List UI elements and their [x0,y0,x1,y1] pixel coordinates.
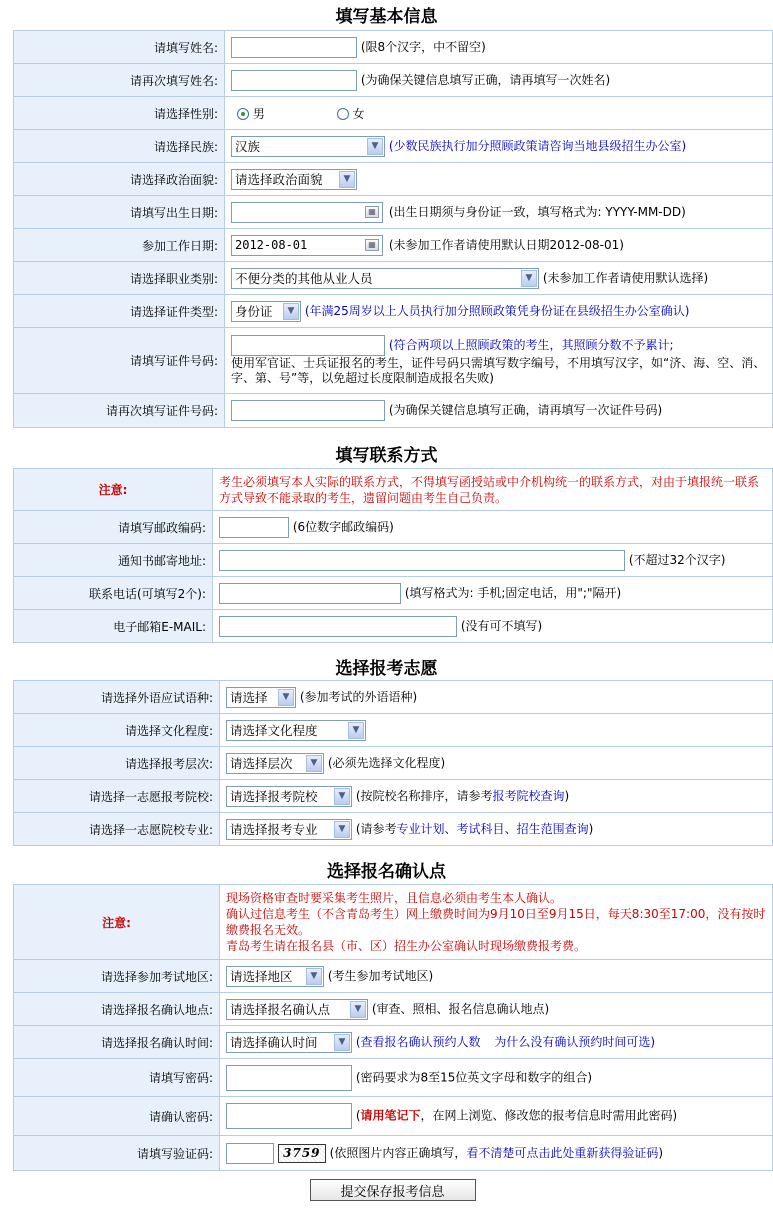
idno-label: 请填写证件号码: [14,328,225,394]
gender-male-label: 男 [252,106,265,121]
chevron-down-icon: ▼ [350,1001,366,1018]
password2-hint-note: 请用笔记下 [360,1108,421,1123]
name-label: 请填写姓名: [14,31,225,64]
gender-label: 请选择性别: [14,97,225,130]
idno-hint-military: 使用军官证、士兵证报名的考生，证件号码只需填写数字编号，不用填写汉字，如“济、海、空、消、字、第、号”等，以免超过长度限制造成报名失败) [231,356,766,385]
confirm-notice-payment: 确认过信息考生（不含青岛考生）网上缴费时间为9月10日至9月15日，每天8:30至17:00，没有按时缴费报名无效。 [226,907,766,937]
password-label: 请填写密码: [14,1059,220,1097]
idtype-label: 请选择证件类型: [14,295,225,328]
level-value: 请选择层次 [230,756,293,771]
idno-hint-policy: (符合两项以上照顾政策的考生，其照顾分数不予累计; [388,338,674,352]
lang-select[interactable] [226,687,296,708]
birth-date-input[interactable] [231,202,383,223]
major-sep-1: 、 [444,821,457,836]
captcha-hint-suffix: ) [658,1145,664,1160]
gender-female-radio[interactable] [337,108,349,120]
ethnic-select[interactable] [231,136,385,157]
calendar-icon[interactable]: ▦ [365,239,379,251]
chevron-down-icon: ▼ [334,788,350,805]
job-hint: (未参加工作者请使用默认选择) [542,270,709,285]
work-date-input[interactable] [231,235,383,256]
captcha-label: 请填写验证码: [14,1136,220,1171]
major-label: 请选择一志愿院校专业: [14,813,220,846]
ethnic-label: 请选择民族: [14,130,225,163]
chevron-down-icon: ▼ [348,722,364,739]
chevron-down-icon: ▼ [339,171,355,188]
work-date-hint: (未参加工作者请使用默认日期2012-08-01) [388,237,624,252]
lang-label: 请选择外语应试语种: [14,681,220,714]
name-input[interactable] [231,37,357,58]
gender-male-radio[interactable] [237,108,249,120]
chevron-down-icon: ▼ [283,303,299,320]
ethnic-hint: (少数民族执行加分照顾政策请咨询当地县级招生办公室) [388,138,687,153]
confirm-notice-label: 注意: [14,885,220,960]
work-date-label: 参加工作日期: [14,229,225,262]
chevron-down-icon: ▼ [306,968,322,985]
section-title-confirm: 选择报名确认点 [327,862,446,882]
school-select[interactable] [226,786,352,807]
choice-table [13,680,773,846]
major-hint-prefix: (请参考 [355,821,397,836]
phone-label: 联系电话(可填写2个): [14,577,213,610]
enroll-range-link[interactable]: 招生范围查询 [516,821,589,836]
edu-value: 请选择文化程度 [230,723,318,738]
confirm-table [13,884,773,1171]
password-hint: (密码要求为8至15位英文字母和数字的组合) [355,1070,593,1084]
place-value: 请选择报名确认点 [230,1002,331,1017]
idno2-hint: (为确保关键信息填写正确，请再填写一次证件号码) [388,403,663,417]
contact-notice-text: 考生必须填写本人实际的联系方式，不得填写函授站或中介机构统一的联系方式，对由于填报统一联系方式导致不能录取的考生，遗留问题由考生自己负责。 [213,469,773,511]
idno-input[interactable] [231,335,385,356]
section-title-basic: 填写基本信息 [335,7,438,27]
email-hint: (没有可不填写) [460,618,543,633]
school-label: 请选择一志愿报考院校: [14,780,220,813]
gender-female-label: 女 [352,106,365,121]
time-select[interactable] [226,1032,352,1053]
address-input[interactable] [219,550,625,571]
section-title-choice: 选择报考志愿 [335,659,438,679]
name2-input[interactable] [231,70,357,91]
captcha-refresh-link[interactable]: 看不清楚可点击此处重新获得验证码 [466,1145,659,1160]
school-hint-suffix: ) [564,788,570,803]
level-select[interactable] [226,753,324,774]
political-label: 请选择政治面貌: [14,163,225,196]
confirm-notice-photo: 现场资格审查时要采集考生照片，且信息必须由考生本人确认。 [226,891,563,905]
reservation-count-link[interactable]: (查看报名确认预约人数 [355,1034,481,1049]
email-input[interactable] [219,616,457,637]
idno2-label: 请再次填写证件号码: [14,394,225,428]
job-label: 请选择职业类别: [14,262,225,295]
captcha-input[interactable] [226,1143,274,1164]
place-hint: (审查、照相、报名信息确认地点) [371,1001,550,1016]
edu-select[interactable] [226,720,366,741]
major-value: 请选择报考专业 [230,822,318,837]
idtype-value: 身份证 [235,304,273,319]
idno2-input[interactable] [231,400,385,421]
phone-hint: (填写格式为: 手机;固定电话，用";"隔开) [404,585,622,600]
lang-hint: (参加考试的外语语种) [299,689,418,704]
password-input[interactable] [226,1065,352,1091]
area-label: 请选择参加考试地区: [14,960,220,993]
major-sep-2: 、 [504,821,517,836]
chevron-down-icon: ▼ [521,270,537,287]
job-value: 不便分类的其他从业人员 [235,271,373,286]
level-label: 请选择报考层次: [14,747,220,780]
chevron-down-icon: ▼ [367,138,383,155]
captcha-hint-prefix: (依照图片内容正确填写， [329,1145,467,1160]
zip-label: 请填写邮政编码: [14,511,213,544]
chevron-down-icon: ▼ [306,755,322,772]
calendar-icon[interactable]: ▦ [365,206,379,218]
job-select[interactable] [231,268,539,289]
major-select[interactable] [226,819,352,840]
school-query-link[interactable]: 报考院校查询 [492,788,565,803]
place-select[interactable] [226,999,368,1020]
place-label: 请选择报名确认地点: [14,993,220,1026]
captcha-image[interactable]: 3759 [278,1144,326,1163]
chevron-down-icon: ▼ [278,689,294,706]
school-hint-prefix: (按院校名称排序，请参考 [355,788,493,803]
political-select[interactable] [231,169,357,190]
idtype-select[interactable] [231,301,301,322]
phone-input[interactable] [219,583,401,604]
password2-input[interactable] [226,1103,352,1129]
major-hint-suffix: ) [588,821,594,836]
name-hint: (限8个汉字，中不留空) [360,39,486,54]
no-time-why-link[interactable]: 为什么没有确认预约时间可选) [494,1034,656,1049]
name2-hint: (为确保关键信息填写正确，请再填写一次姓名) [360,72,611,87]
basic-info-table [13,30,773,428]
edu-label: 请选择文化程度: [14,714,220,747]
school-value: 请选择报考院校 [230,789,318,804]
birth-hint: (出生日期须与身份证一致，填写格式为: YYYY-MM-DD) [388,204,686,219]
name2-label: 请再次填写姓名: [14,64,225,97]
contact-table [13,468,773,643]
chevron-down-icon: ▼ [334,1034,350,1051]
birth-label: 请填写出生日期: [14,196,225,229]
area-select[interactable] [226,966,324,987]
confirm-notice-qingdao: 青岛考生请在报名县（市、区）招生办公室确认时现场缴费报考费。 [226,939,587,953]
contact-notice-label: 注意: [14,469,213,511]
chevron-down-icon: ▼ [334,821,350,838]
password2-hint-rest: ，在网上浏览、修改您的报考信息时需用此密码) [420,1108,678,1123]
political-value: 请选择政治面貌 [235,172,323,187]
section-title-contact: 填写联系方式 [335,446,438,466]
submit-button[interactable]: 提交保存报考信息 [310,1179,476,1201]
time-value: 请选择确认时间 [230,1035,318,1050]
time-label: 请选择报名确认时间: [14,1026,220,1059]
major-plan-link[interactable]: 专业计划 [396,821,445,836]
exam-subjects-link[interactable]: 考试科目 [456,821,505,836]
address-label: 通知书邮寄地址: [14,544,213,577]
password2-hint-open: ( [355,1108,361,1123]
password2-label: 请确认密码: [14,1097,220,1136]
zip-hint: (6位数字邮政编码) [292,519,394,534]
lang-value: 请选择 [230,690,268,705]
idtype-hint: (年满25周岁以上人员执行加分照顾政策凭身份证在县级招生办公室确认) [304,303,690,318]
zip-input[interactable] [219,517,289,538]
area-value: 请选择地区 [230,969,293,984]
email-label: 电子邮箱E-MAIL: [14,610,213,643]
area-hint: (考生参加考试地区) [327,968,434,983]
ethnic-value: 汉族 [235,139,261,154]
address-hint: (不超过32个汉字) [628,552,726,567]
level-hint: (必须先选择文化程度) [327,755,446,770]
